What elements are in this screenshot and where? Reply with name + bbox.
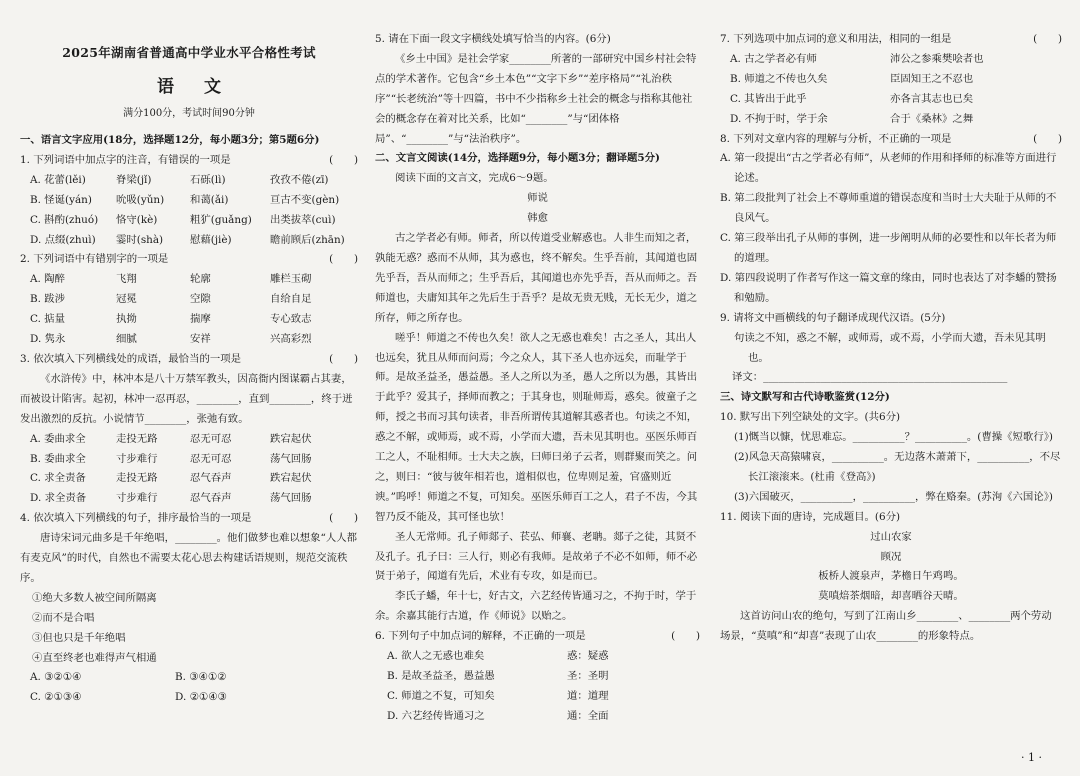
answer-bracket: ( ) [329,253,358,266]
option-row [720,70,1062,90]
option-item: 亘古不变(gèn) [270,193,340,206]
option-item: D. 求全责备 [30,492,87,505]
subject-title: 语文 [157,77,251,97]
column-right-body [720,30,1062,647]
column-left [20,30,358,768]
question-text: 6. 下列句子中加点词的解释，不正确的一项是 [375,630,586,643]
option-item: 走投无路 [116,472,158,485]
option-item: 荡气回肠 [270,492,312,505]
question-stem [720,508,1062,528]
option-item: 孜孜不倦(zī) [270,173,329,186]
question-stem [720,30,1062,50]
option-item: 兴高彩烈 [270,333,312,346]
passage-paragraph: 嗟乎！师道之不传也久矣！欲人之无惑也难矣！古之圣人，其出人也远矣，犹且从师而问焉；今之众人，其下圣人也亦远矣，而耻学于师。是故圣益圣，愚益愚。圣人之所以为圣，愚人之所以为愚，其皆出于此乎？爱其子，择师而教之；于其身也，则耻师焉，惑矣。彼童子之师，授之书而习其句读者，非吾所谓传其道解其惑者也。句读之不知，惑之不解，或师焉，或不焉，小学而大遗，吾未见其明也。巫医乐师百工之人，不耻相师。士大夫之族，曰师曰弟子云者，则群聚而笑之。问之，则曰：“彼与彼年相若也，道相似也，位卑则足羞，官盛则近谀。”呜呼！师道之不复，可知矣。巫医乐师百工之人，君子不齿，今其智乃反不能及，其可怪也欤！ [375,331,698,523]
centered-line: 板桥人渡泉声，茅檐日午鸡鸣。 [818,570,964,583]
option-row [720,110,1062,130]
passage-paragraph: 这首访问山农的绝句，写到了江南山乡________、________两个劳动场景，“莫嗔”和“却喜”表现了山农________的形象特点。 [720,610,1052,643]
option-row [20,668,358,688]
column-middle-body [375,30,700,727]
option-item: 圣：圣明 [567,670,609,682]
option-item: D. 六艺经传皆通习之 [387,709,485,722]
question-stem [375,30,700,50]
passage-paragraph: 李氏子蟠，年十七，好古文，六艺经传皆通习之，不拘于时，学于余。余嘉其能行古道，作《师说》以贻之。 [375,590,697,623]
option-item: 走投无路 [116,432,158,445]
sub-item: (1)慨当以慷，忧思难忘。__________？__________。(曹操《短歌行》) [734,431,1053,444]
question-stem [20,509,358,529]
option-row [20,171,358,191]
option-row [20,270,358,290]
option-item: 臣固知王之不忍也 [890,72,974,85]
option-item: 道：道理 [567,689,609,702]
option-item: 忍气吞声 [190,492,232,505]
option-item: 忍无可忍 [190,432,232,445]
answer-bracket: ( ) [329,512,358,525]
question-text: 11. 阅读下面的唐诗，完成题目。(6分) [720,510,901,523]
option-item: 恪守(kè) [116,213,158,226]
question-text: 5. 请在下面一段文字横线处填写恰当的内容。(6分) [375,33,611,45]
option-item: 冠冕 [116,293,137,306]
centered-line: 过山农家 [870,530,912,543]
centered-line: 师说 [527,192,548,205]
option-item: 瞻前顾后(zhān) [270,233,345,246]
answer-bracket: ( ) [329,153,358,166]
option-item: 自给自足 [270,293,312,306]
option-item: 寸步难行 [116,492,158,505]
option-row [720,90,1062,110]
question-stem [20,350,358,370]
option-item: A. 委曲求全 [30,432,86,445]
exam-title: 2025年湖南省普通高中学业水平合格性考试 [62,45,316,60]
option-item: B. 是故圣益圣，愚益愚 [387,670,495,682]
question-stem [720,130,1062,150]
option-item: 吮吸(yǔn) [116,193,165,206]
option-row [20,489,358,509]
option-item: 跌宕起伏 [270,432,312,445]
option-item: B. 师道之不传也久矣 [730,72,828,85]
option-item: 出类拔萃(cuì) [270,213,336,226]
sub-item: (3)六国破灭，__________，__________，弊在赂秦。(苏洵《六国论》) [734,490,1053,503]
option-item: 揣摩 [190,313,211,326]
passage-paragraph: 圣人无常师。孔子师郯子、苌弘、师襄、老聃。郯子之徒，其贤不及孔子。孔子曰：三人行，则必有我师。是故弟子不必不如师，师不必贤于弟子，闻道有先后，术业有专攻，如是而已。 [375,530,698,583]
option-item: 合于《桑林》之舞 [890,112,974,125]
column-right [720,30,1062,768]
option-row [20,330,358,350]
passage-paragraph: 《水浒传》中，林冲本是八十万禁军教头，因高衙内图谋霸占其妻，而被设计陷害。起初，林冲一忍再忍，________，直到________，终于迸发出激烈的反抗。小说情节________，张弛有致。 [20,372,353,425]
exam-meta: 满分100分，考试时间90分钟 [123,108,255,119]
option-item: 飞翔 [116,273,137,286]
page-number: · 1 · [1021,751,1042,764]
option-item: 和蔼(ǎi) [190,193,229,206]
passage-paragraph: 唐诗宋词元曲多是千年绝唱，________。他们做梦也难以想象“人人都有麦克风”的时代，自然也不需要太花心思去构建话语规则，规范交流秩序。 [20,532,358,584]
question-stem [20,151,358,171]
option-item: 跌宕起伏 [270,472,312,485]
passage-paragraph: 古之学者必有师。师者，所以传道受业解惑也。人非生而知之者，孰能无惑？惑而不从师，其为惑也，终不解矣。生乎吾前，其闻道也固先乎吾，吾从而师之；生乎吾后，其闻道也亦先乎吾，吾从而师之。吾师道也，夫庸知其年之先后生于吾乎？是故无贵无贱，无长无少，道之所存，师之所存也。 [375,232,698,324]
option-item: C. 师道之不复，可知矣 [387,689,495,702]
option-item: 忍无可忍 [190,452,232,465]
option-item: 忍气吞声 [190,472,232,485]
section-heading: 三、诗文默写和古代诗歌鉴赏(12分) [720,391,890,404]
answer-bracket: ( ) [671,630,700,643]
centered-line: 莫嗔焙茶烟暗，却喜晒谷天晴。 [818,590,964,603]
question-text: 8. 下列对文章内容的理解与分析，不正确的一项是 [720,132,952,145]
centered-line: 韩愈 [527,212,548,225]
question-text: 1. 下列词语中加点字的注音，有错误的一项是 [20,153,231,166]
option-row [20,469,358,489]
option-item: C. 其皆出于此乎 [730,92,807,105]
option-item: 荡气回肠 [270,452,312,465]
option-row [20,430,358,450]
option-item: 安祥 [190,333,211,346]
option-item: A. 花蕾(lěi) [30,173,86,186]
question-text: 4. 依次填入下列横线的句子，排序最恰当的一项是 [20,512,252,525]
option-item: 执拗 [116,313,137,326]
option-item: B. ③④①② [175,671,227,684]
answer-bracket: ( ) [329,352,358,365]
question-text: 10. 默写出下列空缺处的文字。(共6分) [720,411,901,424]
option-item: D. 隽永 [30,333,66,346]
question-text: 9. 请将文中画横线的句子翻译成现代汉语。(5分) [720,311,946,324]
option-line: D. 第四段说明了作者写作这一篇文章的缘由，同时也表达了对李蟠的赞扬和勉励。 [720,271,1057,304]
option-item: B. 怪诞(yán) [30,193,92,206]
option-item: A. 欲人之无惑也难矣 [387,650,485,663]
option-line: A. 第一段提出“古之学者必有师”，从老师的作用和择师的标准等方面进行论述。 [720,152,1057,185]
answer-bracket: ( ) [1033,132,1062,145]
passage-paragraph: 阅读下面的文言文，完成6～9题。 [395,172,554,185]
indented-line: ①绝大多数人被空间所隔离 [32,591,157,604]
question-text: 7. 下列选项中加点词的意义和用法，相同的一组是 [720,33,952,45]
option-line: C. 第三段举出孔子从师的事例，进一步阐明从师的必要性和以年长者为师的道理。 [720,232,1057,264]
option-item: 亦各言其志也已矣 [890,92,974,105]
option-item: B. 跋涉 [30,293,66,306]
question-stem [375,627,700,647]
question-stem [720,309,1062,329]
option-row [20,191,358,211]
option-item: 慰藉(jiè) [190,233,232,246]
option-item: 通：全面 [567,709,609,722]
option-item: C. 斟酌(zhuó) [30,213,99,226]
indented-line: ③但也只是千年绝唱 [32,631,126,644]
option-row [375,667,700,687]
option-row [20,290,358,310]
option-row [20,231,358,251]
question-text: 2. 下列词语中有错别字的一项是 [20,253,169,266]
section-heading: 一、语言文字应用(18分，选择题12分，每小题3分；第5题6分) [20,134,320,146]
option-item: 雕栏玉砌 [270,273,312,286]
option-item: 轮廓 [190,273,211,286]
option-row [375,707,700,727]
option-row [375,647,700,667]
option-item: A. ③②①④ [30,671,82,684]
option-item: C. 求全责备 [30,472,86,485]
option-row [375,687,700,707]
indented-line: 译文：_______________________________________________ [732,371,1008,384]
question-stem [720,408,1062,428]
option-item: D. 不拘于时，学于余 [730,112,828,125]
option-item: C. ②①③④ [30,691,82,704]
option-row [20,688,358,708]
answer-bracket: ( ) [1033,33,1062,45]
option-item: A. 古之学者必有师 [730,52,817,65]
option-item: 空隙 [190,293,211,306]
indented-line: ④直至终老也难得声气相通 [32,651,157,664]
option-line: B. 第二段批判了社会上不尊师重道的错误态度和当时士大夫耻于从师的不良风气。 [720,192,1057,225]
question-stem [20,250,358,270]
indented-line: ②而不是合唱 [32,611,95,624]
option-row [20,450,358,470]
option-item: 细腻 [116,333,137,346]
sub-item: (2)风急天高猿啸哀，__________。无边落木萧萧下，__________，不尽长江滚滚来。(杜甫《登高》) [734,451,1061,483]
option-row [20,310,358,330]
option-item: 寸步难行 [116,452,158,465]
column-middle [375,30,700,768]
option-item: 脊梁(jǐ) [116,173,152,186]
option-item: D. 点缀(zhuì) [30,233,96,246]
option-item: D. ②①④③ [175,691,227,704]
centered-line: 顾况 [880,550,902,563]
option-row [20,211,358,231]
option-row [720,50,1062,70]
option-item: 粗犷(guǎng) [190,213,252,226]
option-item: A. 陶醉 [30,273,65,286]
question-text: 3. 依次填入下列横线处的成语，最恰当的一项是 [20,352,242,365]
column-left-body [20,131,358,708]
option-item: 惑：疑惑 [567,650,609,663]
option-item: 专心致志 [270,313,312,326]
option-item: C. 掂量 [30,313,65,326]
option-item: 石砾(lì) [190,173,226,186]
option-item: 沛公之参乘樊哙者也 [890,52,984,65]
sub-item: 句读之不知，惑之不解，或师焉，或不焉，小学而大遗，吾未见其明也。 [734,331,1046,364]
passage-paragraph: 《乡土中国》是社会学家________所著的一部研究中国乡村社会特点的学术著作。它包含“乡土本色”“文字下乡”“差序格局”“礼治秩序”“长老统治”等十四篇，书中不少指称乡土社会的概念与指称其他社会的概念存在着对比关系，比如“________”与“团体格局”、“________”与“法治秩序”。 [375,52,697,145]
option-item: B. 委曲求全 [30,452,86,465]
section-heading: 二、文言文阅读(14分，选择题9分，每小题3分；翻译题5分) [375,152,660,165]
option-item: 霎时(shà) [116,233,164,246]
